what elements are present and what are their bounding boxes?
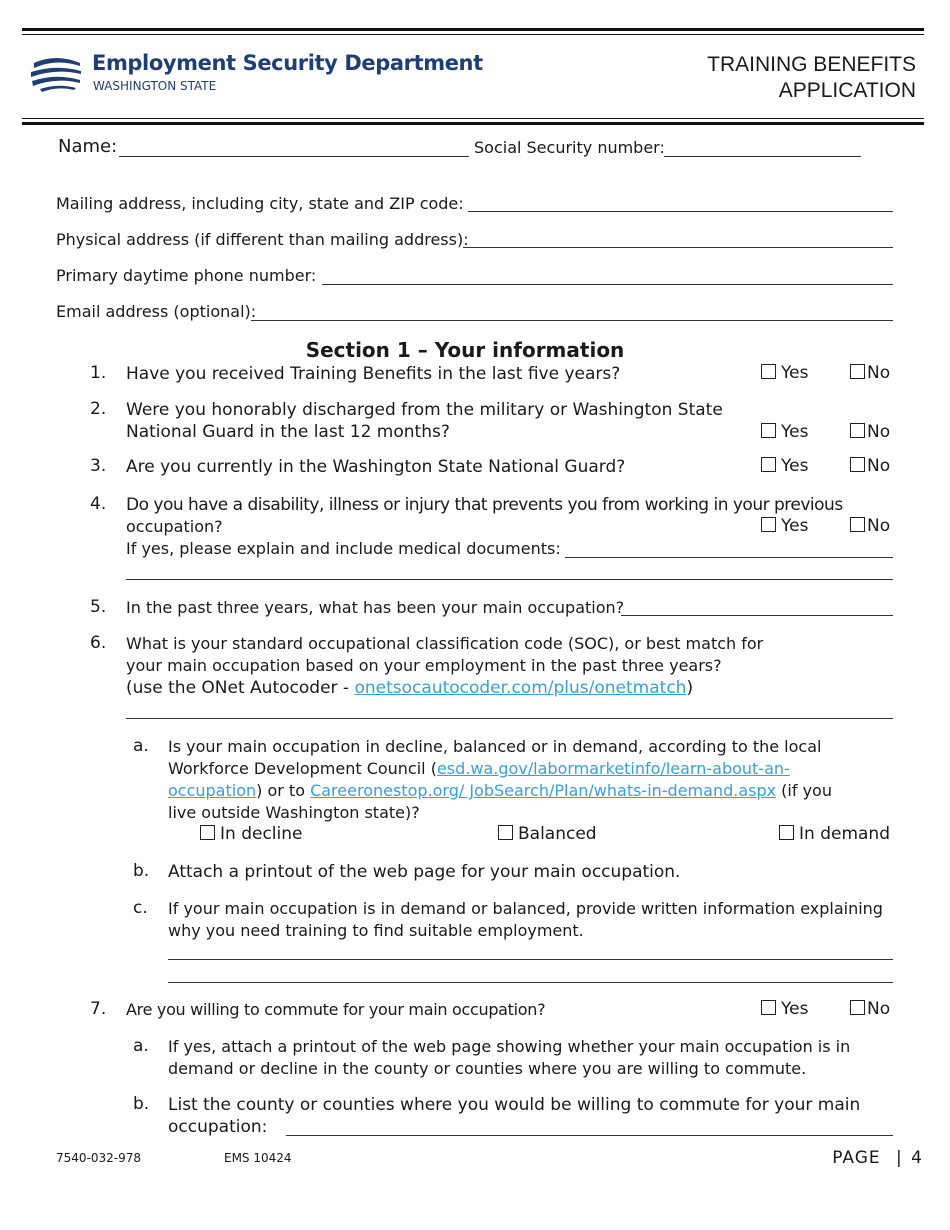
top-rule-thick [22,28,924,31]
esd-link-cont[interactable]: occupation [168,781,257,800]
q7b-line2: occupation: [168,1117,268,1137]
header-rule-thick [22,122,924,125]
q6c-line2: why you need training to find suitable employment. [168,921,584,940]
q5-text: In the past three years, what has been your main occupation? [126,598,625,617]
q6a-line2: Workforce Development Council (esd.wa.gov/labormarketinfo/learn-about-an- [168,759,790,778]
q1-yes-option[interactable]: Yes [761,363,808,383]
esd-link[interactable]: esd.wa.gov/labormarketinfo/learn-about-an- [436,759,790,778]
q4-line1: Do you have a disability, illness or injury that prevents you from working in your previous [126,495,843,515]
q2-line2: National Guard in the last 12 months? [126,422,450,442]
q6-line3: (use the ONet Autocoder - onetsocautocoder.com/plus/onetmatch) [126,678,694,698]
q7-yes-option[interactable]: Yes [761,999,808,1019]
q4-explain-field-2[interactable] [126,579,893,580]
q7-text: Are you willing to commute for your main occupation? [126,1000,546,1019]
q4-no-option[interactable]: No [850,516,890,536]
q1-text: Have you received Training Benefits in the last five years? [126,364,621,384]
q2-yes-option[interactable]: Yes [761,422,808,442]
q6b-label: b. [133,861,150,881]
physical-field[interactable] [463,247,893,248]
q7b-label: b. [133,1094,150,1114]
q6-line2: your main occupation based on your employment in the past three years? [126,656,722,675]
name-label: Name: [58,136,118,157]
onet-autocoder-link[interactable]: onetsocautocoder.com/plus/onetmatch [354,678,687,698]
q7a-line2: demand or decline in the county or counties where you are willing to commute. [168,1059,807,1078]
q6c-label: c. [133,898,148,918]
q4-line2: occupation? [126,517,223,536]
q6-number: 6. [90,633,107,653]
dept-name: Employment Security Department [92,51,483,75]
q6a-label: a. [133,736,149,756]
page-number: 4 [911,1148,922,1168]
q6c-field-2[interactable] [168,982,893,983]
checkbox[interactable] [850,517,865,532]
checkbox[interactable] [761,457,776,472]
q7a-line1: If yes, attach a printout of the web page showing whether your main occupation is in [168,1037,851,1056]
q2-no-option[interactable]: No [850,422,890,442]
form-title-line2: APPLICATION [778,79,916,102]
q6a-line1: Is your main occupation in decline, balanced or in demand, according to the local [168,737,822,756]
page-label: PAGE [832,1148,881,1168]
q3-text: Are you currently in the Washington State National Guard? [126,457,626,477]
checkbox[interactable] [761,1000,776,1015]
mailing-field[interactable] [468,211,893,212]
esd-logo-icon [30,55,82,93]
q5-field[interactable] [621,615,893,616]
q2-line1: Were you honorably discharged from the military or Washington State [126,400,723,420]
page-indicator [832,1148,922,1168]
q6c-field-1[interactable] [168,959,893,960]
checkbox[interactable] [761,364,776,379]
q5-number: 5. [90,597,107,617]
section-title: Section 1 – Your information [305,338,625,362]
checkbox[interactable] [850,423,865,438]
form-title-line1: TRAINING BENEFITS [707,53,916,76]
q6c-line1: If your main occupation is in demand or balanced, provide written information explaining [168,899,883,918]
email-field[interactable] [251,320,893,321]
q6a-balanced-option[interactable]: Balanced [498,824,597,844]
q6a-line4: live outside Washington state)? [168,803,420,822]
email-label: Email address (optional): [56,302,257,321]
phone-label: Primary daytime phone number: [56,266,317,285]
checkbox[interactable] [761,423,776,438]
checkbox[interactable] [850,1000,865,1015]
physical-label: Physical address (if different than mailing address): [56,230,469,249]
q6b-text: Attach a printout of the web page for your main occupation. [168,862,681,882]
q1-number: 1. [90,363,107,383]
checkbox[interactable] [850,457,865,472]
q7b-county-field[interactable] [286,1135,893,1136]
q4-yes-option[interactable]: Yes [761,516,808,536]
name-field[interactable] [119,156,469,157]
page-separator: | [896,1148,902,1168]
checkbox[interactable] [850,364,865,379]
header-rule-thin [22,118,924,119]
checkbox[interactable] [200,825,215,840]
q6a-demand-option[interactable]: In demand [779,824,890,844]
phone-field[interactable] [322,284,893,285]
q7b-line1: List the county or counties where you would be willing to commute for your main [168,1095,861,1115]
checkbox[interactable] [761,517,776,532]
careeronestop-link[interactable]: Careeronestop.org/ JobSearch/Plan/whats-in-demand.aspx [310,781,777,800]
q4-line3: If yes, please explain and include medical documents: [126,539,561,558]
q3-number: 3. [90,456,107,476]
q3-yes-option[interactable]: Yes [761,456,808,476]
q7-number: 7. [90,999,107,1019]
checkbox[interactable] [779,825,794,840]
q1-no-option[interactable]: No [850,363,890,383]
ems-number: EMS 10424 [224,1151,292,1165]
q7-no-option[interactable]: No [850,999,890,1019]
q2-number: 2. [90,399,107,419]
q6-line1: What is your standard occupational classification code (SOC), or best match for [126,634,764,653]
q3-no-option[interactable]: No [850,456,890,476]
top-rule-thin [22,34,924,35]
q6a-decline-option[interactable]: In decline [200,824,302,844]
q4-number: 4. [90,494,107,514]
form-number: 7540-032-978 [56,1151,142,1165]
checkbox[interactable] [498,825,513,840]
q4-explain-field[interactable] [565,557,893,558]
dept-sub: WASHINGTON STATE [93,79,217,93]
q6a-line3: occupation) or to Careeronestop.org/ JobSearch/Plan/whats-in-demand.aspx (if you [168,781,832,800]
q7a-label: a. [133,1036,149,1056]
ssn-field[interactable] [664,156,861,157]
ssn-label: Social Security number: [474,138,665,157]
mailing-label: Mailing address, including city, state and ZIP code: [56,194,464,213]
q6-soc-field[interactable] [126,718,893,719]
